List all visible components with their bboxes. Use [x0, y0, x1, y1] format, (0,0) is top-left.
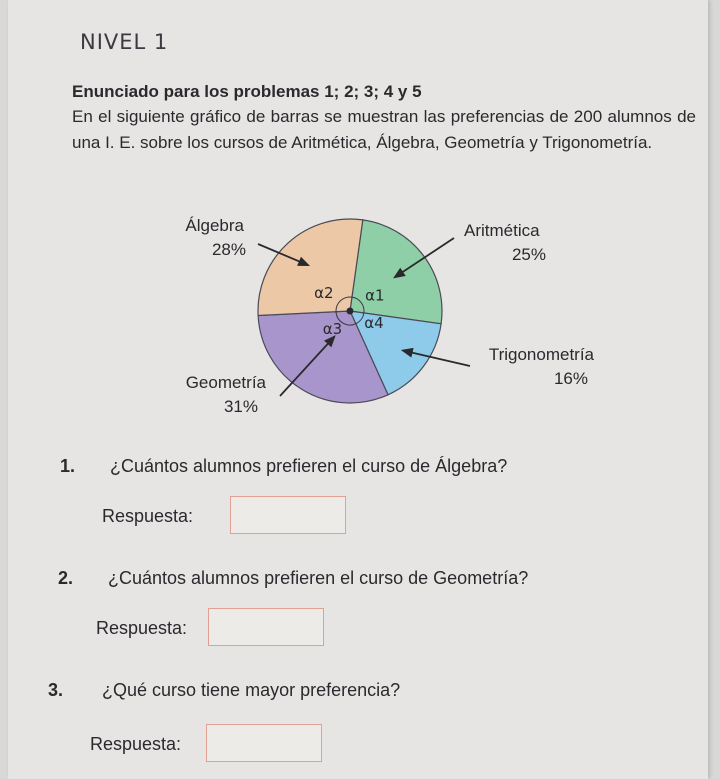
worksheet-page — [8, 0, 708, 779]
angle-label: α2 — [314, 283, 334, 302]
slice-label-aritmetica: Aritmética — [464, 221, 540, 240]
slice-label-geometria: Geometría — [185, 373, 266, 392]
pie-center-dot — [347, 308, 354, 315]
pie-chart — [8, 0, 708, 440]
slice-value-label: 16% — [553, 369, 588, 388]
question-text: ¿Qué curso tiene mayor preferencia? — [102, 680, 401, 700]
answer-label: Respuesta: — [96, 618, 188, 638]
slice-value-label: 28% — [211, 240, 246, 259]
slice-label-trigonometria: Trigonometría — [488, 345, 594, 364]
angle-label: α3 — [322, 320, 343, 339]
answer-box[interactable] — [206, 724, 322, 762]
pie-slice-algebra — [258, 219, 363, 315]
question-number: 3. — [48, 680, 64, 700]
answer-label: Respuesta: — [90, 734, 182, 754]
slice-value-label: 31% — [223, 397, 258, 416]
angle-label: α4 — [364, 314, 384, 332]
answer-label: Respuesta: — [102, 506, 194, 526]
question-text: ¿Cuántos alumnos prefieren el curso de Geometría? — [108, 568, 529, 588]
question-text: ¿Cuántos alumnos prefieren el curso de Álgebra? — [110, 456, 508, 476]
angle-label: α1 — [365, 286, 385, 305]
level-title: NIVEL 1 — [80, 30, 169, 54]
answer-box[interactable] — [208, 608, 324, 646]
slice-value-label: 25% — [511, 245, 546, 264]
question-number: 1. — [60, 456, 76, 476]
slice-label-algebra: Álgebra — [185, 216, 244, 235]
answer-box[interactable] — [230, 496, 346, 534]
statement-body: En el siguiente gráfico de barras se muestran las preferencias de 200 alumnos de una I. E. sobre los cursos de Aritmética, Álgebra, Geometría y Trigonometría. — [72, 107, 696, 152]
statement-title: Enunciado para los problemas 1; 2; 3; 4 y 5 — [72, 82, 422, 101]
question-number: 2. — [58, 568, 74, 588]
